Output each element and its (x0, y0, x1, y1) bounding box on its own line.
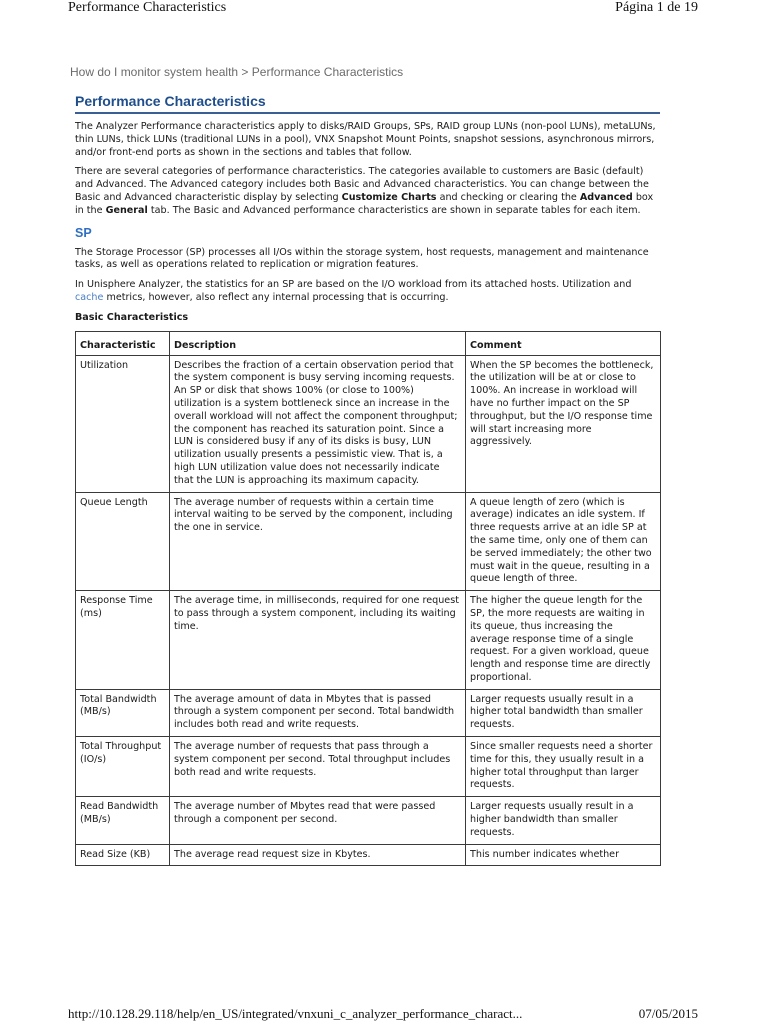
table-header-row (76, 331, 661, 355)
general-term: General (105, 204, 148, 216)
cell-comment: Larger requests usually result in a higher total bandwidth than smaller requests. (466, 689, 661, 736)
cell-comment: Larger requests usually result in a higher bandwidth than smaller requests. (466, 797, 661, 844)
cell-comment: The higher the queue length for the SP, the more requests are waiting in its queue, thus increasing the average response time of a single request. For a given workload, queue length and response time are directly proportional. (466, 591, 661, 690)
page-title: Performance Characteristics (75, 93, 660, 114)
print-header-title: Performance Characteristics (68, 0, 227, 15)
table-row (76, 737, 661, 797)
table-row (76, 797, 661, 844)
sp-paragraph-1: The Storage Processor (SP) processes all I/Os within the storage system, host requests, management and maintenance tasks, as well as operations related to replication or migration features. (75, 246, 649, 271)
cell-characteristic: Read Bandwidth (MB/s) (76, 797, 170, 844)
cell-description: The average number of requests within a certain time interval waiting to be served by the component, including the one in service. (170, 492, 466, 591)
print-footer-url: http://10.128.29.118/help/en_US/integrated/vnxuni_c_analyzer_performance_charact... (68, 1006, 523, 1021)
table-row (76, 591, 661, 690)
cell-comment: When the SP becomes the bottleneck, the utilization will be at or close to 100%. An increase in workload will have no further impact on the SP throughput, but the I/O response time will start increasing more aggressively. (466, 355, 661, 492)
cell-characteristic: Total Throughput (IO/s) (76, 737, 170, 797)
breadcrumb-parent-link[interactable]: How do I monitor system health (70, 65, 239, 79)
cell-characteristic: Response Time (ms) (76, 591, 170, 690)
cell-characteristic: Utilization (76, 355, 170, 492)
print-header (68, 0, 698, 20)
customize-charts-term: Customize Charts (341, 191, 437, 203)
cell-characteristic: Queue Length (76, 492, 170, 591)
table-row (76, 355, 661, 492)
print-footer-date: 07/05/2015 (638, 1006, 698, 1021)
print-page-number: Página 1 de 19 (615, 0, 698, 15)
cell-description: Describes the fraction of a certain observation period that the system component is busy serving incoming requests. An SP or disk that shows 100% (or close to 100%) utilization is a system bottleneck since an increase in the overall workload will not affect the component throughput; the component has reached its saturation point. Since a LUN is considered busy if any of its disks is busy, LUN utilization usually presents a pessimistic view. That is, a high LUN utilization value does not necessarily indicate that the LUN is approaching its maximum capacity. (170, 355, 466, 492)
basic-characteristics-caption: Basic Characteristics (75, 311, 189, 323)
cell-description: The average amount of data in Mbytes that is passed through a system component per second. Total bandwidth includes both read and write requests. (170, 689, 466, 736)
cell-comment: Since smaller requests need a shorter time for this, they usually result in a higher total throughput than larger requests. (466, 737, 661, 797)
sp-section-heading: SP (75, 225, 92, 240)
cell-description: The average number of Mbytes read that were passed through a component per second. (170, 797, 466, 844)
breadcrumb-separator: > (241, 65, 249, 79)
main-content (75, 93, 660, 866)
basic-characteristics-table (75, 331, 661, 867)
sp-paragraph-2: In Unisphere Analyzer, the statistics for an SP are based on the I/O workload from its attached hosts. Utilization and cache metrics, however, also reflect any internal processing that is occurring. (75, 279, 632, 303)
cell-description: The average number of requests that pass through a system component per second. Total throughput includes both read and write requests. (170, 737, 466, 797)
intro-paragraph-2: There are several categories of performance characteristics. The categories available to customers are Basic (default) and Advanced. The Advanced category includes both Basic and Advanced characteristics. You can change between the Basic and Advanced characteristic display by selecting Customize Charts and checking or clearing the Advanced box in the General tab. The Basic and Advanced performance characteristics are shown in separate tables for each item. (75, 166, 654, 216)
cell-description: The average time, in milliseconds, required for one request to pass through a system component, including its waiting time. (170, 591, 466, 690)
intro-paragraph-1: The Analyzer Performance characteristics apply to disks/RAID Groups, SPs, RAID group LUNs (non-pool LUNs), metaLUNs, thin LUNs, thick LUNs (traditional LUNs in a pool), VNX Snapshot Mount Points, snapshot sessions, asynchronous mirrors, and/or front-end ports as shown in the sections and tables that follow. (75, 121, 656, 158)
breadcrumb (70, 65, 403, 79)
table-row (76, 844, 661, 866)
breadcrumb-current: Performance Characteristics (251, 65, 404, 79)
cell-comment: This number indicates whether (466, 844, 661, 866)
print-footer (68, 1006, 698, 1024)
table-row (76, 689, 661, 736)
cell-description: The average read request size in Kbytes. (170, 844, 466, 866)
column-header-description: Description (170, 331, 466, 355)
cache-link[interactable]: cache (75, 291, 104, 303)
cell-comment: A queue length of zero (which is average) indicates an idle system. If three requests arrive at an idle SP at the same time, only one of them can be served immediately; the other two must wait in the queue, resulting in a queue length of three. (466, 492, 661, 591)
table-row (76, 492, 661, 591)
column-header-comment: Comment (466, 331, 661, 355)
cell-characteristic: Total Bandwidth (MB/s) (76, 689, 170, 736)
column-header-characteristic: Characteristic (76, 331, 170, 355)
advanced-term: Advanced (579, 191, 633, 203)
cell-characteristic: Read Size (KB) (76, 844, 170, 866)
